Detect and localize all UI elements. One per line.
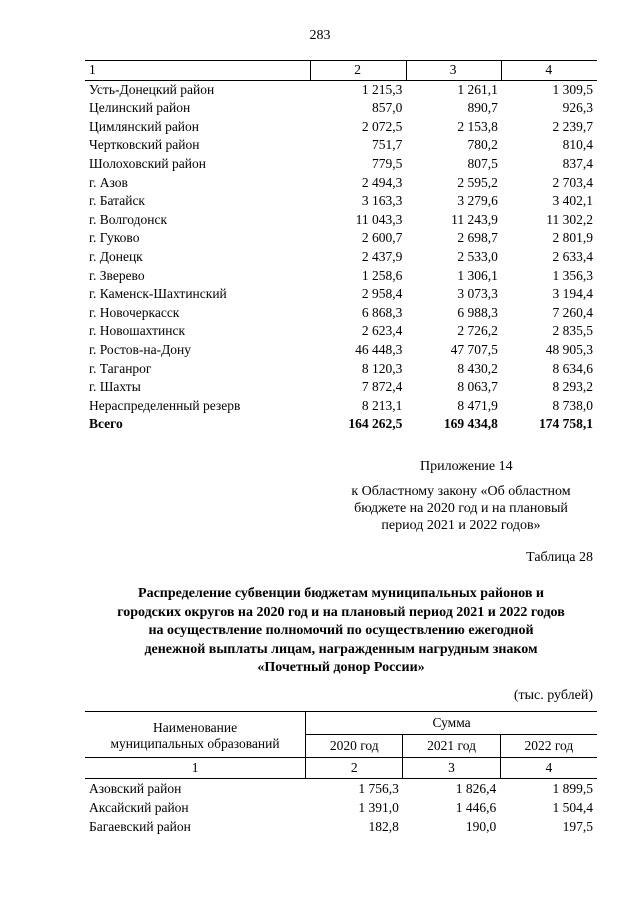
- amount-cell: 1 261,1: [457, 81, 498, 97]
- amount-cell: 1 446,6: [455, 800, 497, 815]
- law-reference-line: период 2021 и 2022 годов»: [381, 518, 541, 533]
- amount-cell: 2 958,4: [361, 286, 403, 302]
- table-row: [85, 341, 597, 360]
- amount-cell: 47 707,5: [450, 341, 498, 357]
- municipality-name: г. Ростов-на-Дону: [89, 341, 192, 357]
- amount-cell: 2 437,9: [361, 248, 403, 264]
- amount-cell: 190,0: [465, 819, 497, 834]
- municipality-name: г. Азов: [89, 174, 128, 190]
- title-line: городских округов на 2020 год и на плановый период 2021 и 2022 годов: [117, 604, 565, 620]
- amount-cell: 3 073,3: [457, 286, 498, 302]
- amount-cell: 164 262,5: [348, 416, 403, 432]
- amount-cell: 6 988,3: [457, 304, 498, 320]
- municipality-name: Багаевский район: [89, 819, 191, 834]
- column-number: 2: [306, 758, 403, 779]
- appendix-label: Приложение 14: [420, 459, 513, 474]
- amount-cell: 11 043,3: [355, 211, 403, 227]
- amount-cell: 2 633,4: [552, 248, 593, 264]
- amount-cell: 11 302,2: [546, 211, 593, 227]
- column-number: 1: [85, 61, 311, 81]
- table-row: [85, 80, 597, 99]
- year-header-2020: 2020 год: [306, 735, 403, 758]
- amount-cell: 3 402,1: [552, 193, 593, 209]
- amount-cell: 751,7: [371, 137, 403, 153]
- subvention-table: [85, 711, 597, 836]
- amount-cell: 1 756,3: [358, 781, 399, 796]
- municipality-name: г. Волгодонск: [89, 211, 168, 227]
- table-row: [85, 304, 597, 323]
- year-header-2021: 2021 год: [403, 735, 500, 758]
- amount-cell: 1 309,5: [552, 81, 593, 97]
- amount-cell: 2 835,5: [552, 323, 593, 339]
- amount-cell: 810,4: [562, 137, 593, 153]
- amount-cell: 169 434,8: [443, 416, 498, 432]
- amount-cell: 8 120,3: [361, 360, 403, 376]
- amount-cell: 174 758,1: [539, 416, 593, 432]
- table-row: [85, 322, 597, 341]
- table-row: [85, 267, 597, 286]
- amount-cell: 8 213,1: [361, 397, 403, 413]
- name-column-header: [85, 712, 306, 758]
- municipality-name: г. Каменск-Шахтинский: [89, 286, 227, 302]
- table-row: [85, 192, 597, 211]
- municipality-name: г. Донецк: [89, 248, 143, 264]
- amount-cell: 2 072,5: [361, 118, 403, 134]
- amount-cell: 2 703,4: [552, 174, 593, 190]
- municipality-name: Аксайский район: [89, 800, 189, 815]
- table-row: [85, 285, 597, 304]
- amount-cell: 2 533,0: [457, 248, 498, 264]
- column-number: 4: [500, 758, 597, 779]
- municipality-name: г. Таганрог: [89, 360, 152, 376]
- municipality-name: Всего: [89, 416, 123, 432]
- municipality-name: г. Шахты: [89, 379, 141, 395]
- amount-cell: 7 260,4: [552, 304, 593, 320]
- amount-cell: 1 215,3: [361, 81, 403, 97]
- municipality-name: Шолоховский район: [89, 155, 206, 171]
- table-row: [85, 798, 597, 817]
- municipality-name: Цимлянский район: [89, 118, 200, 134]
- amount-cell: 926,3: [562, 100, 593, 116]
- amount-cell: 1 356,3: [552, 267, 593, 283]
- municipality-name: г. Гуково: [89, 230, 140, 246]
- amount-cell: 1 899,5: [552, 781, 593, 796]
- table-row: [85, 136, 597, 155]
- table-row: [85, 248, 597, 267]
- law-reference-line: к Областному закону «Об областном: [351, 484, 571, 499]
- title-line: Распределение субвенции бюджетам муниципальных районов и: [138, 586, 544, 601]
- amount-cell: 780,2: [467, 137, 498, 153]
- amount-cell: 837,4: [562, 155, 593, 171]
- amount-cell: 2 239,7: [552, 118, 593, 134]
- amount-cell: 8 063,7: [457, 379, 498, 395]
- municipality-name: г. Зверево: [89, 267, 145, 283]
- table-row: [85, 174, 597, 193]
- amount-cell: 8 430,2: [457, 360, 498, 376]
- municipality-name: г. Батайск: [89, 193, 145, 209]
- amount-cell: 46 448,3: [355, 341, 403, 357]
- amount-cell: 2 726,2: [457, 323, 498, 339]
- table-row: [85, 360, 597, 379]
- table-column-number-row: [85, 61, 597, 81]
- amount-cell: 807,5: [467, 155, 498, 171]
- amount-cell: 890,7: [467, 100, 498, 116]
- continued-table: [85, 60, 597, 434]
- amount-cell: 3 163,3: [361, 193, 403, 209]
- amount-cell: 2 600,7: [361, 230, 403, 246]
- table-row: [85, 779, 597, 799]
- table-row: [85, 155, 597, 174]
- amount-cell: 11 243,9: [451, 211, 498, 227]
- table-title: [85, 585, 597, 678]
- amount-cell: 2 153,8: [457, 118, 498, 134]
- sum-column-header: Сумма: [306, 712, 597, 735]
- amount-cell: 2 801,9: [552, 230, 593, 246]
- table-row: [85, 378, 597, 397]
- municipality-name: г. Новочеркасск: [89, 304, 180, 320]
- amount-cell: 2 595,2: [457, 174, 498, 190]
- column-number: 2: [311, 61, 407, 81]
- column-number: 3: [406, 61, 502, 81]
- amount-cell: 1 306,1: [457, 267, 498, 283]
- table-row: [85, 229, 597, 248]
- amount-cell: 1 826,4: [455, 781, 497, 796]
- municipality-name: Усть-Донецкий район: [89, 81, 215, 97]
- column-number: 1: [85, 758, 306, 779]
- units-label: (тыс. рублей): [513, 688, 593, 703]
- amount-cell: 8 634,6: [552, 360, 593, 376]
- name-header-line: муниципальных образований: [110, 736, 280, 751]
- amount-cell: 2 698,7: [457, 230, 498, 246]
- table-row: [85, 397, 597, 416]
- amount-cell: 8 471,9: [457, 397, 498, 413]
- amount-cell: 197,5: [562, 819, 593, 834]
- table-number: Таблица 28: [526, 550, 593, 565]
- amount-cell: 182,8: [368, 819, 399, 834]
- amount-cell: 1 504,4: [552, 800, 593, 815]
- municipality-name: г. Новошахтинск: [89, 323, 185, 339]
- amount-cell: 1 258,6: [361, 267, 403, 283]
- municipality-name: Нераспределенный резерв: [89, 397, 241, 413]
- amount-cell: 779,5: [371, 155, 403, 171]
- table-total-row: [85, 415, 597, 434]
- amount-cell: 2 494,3: [361, 174, 403, 190]
- title-line: на осуществление полномочий по осуществлению ежегодной: [148, 623, 534, 638]
- table-row: [85, 118, 597, 137]
- amount-cell: 857,0: [371, 100, 403, 116]
- amount-cell: 48 905,3: [545, 341, 593, 357]
- law-reference-line: бюджете на 2020 год и на плановый: [354, 501, 568, 516]
- table-row: [85, 211, 597, 230]
- municipality-name: Чертковский район: [89, 137, 200, 153]
- year-header-2022: 2022 год: [500, 735, 597, 758]
- amount-cell: 2 623,4: [361, 323, 403, 339]
- amount-cell: 1 391,0: [358, 800, 399, 815]
- amount-cell: 6 868,3: [361, 304, 403, 320]
- table-row: [85, 99, 597, 118]
- page-number: 283: [309, 28, 331, 43]
- name-header-line: Наименование: [153, 720, 238, 735]
- title-line: «Почетный донор России»: [257, 660, 425, 675]
- table-row: [85, 817, 597, 836]
- amount-cell: 3 194,4: [552, 286, 593, 302]
- amount-cell: 8 738,0: [552, 397, 593, 413]
- municipality-name: Целинский район: [89, 100, 191, 116]
- title-line: денежной выплаты лицам, награжденным нагрудным знаком: [144, 641, 538, 657]
- amount-cell: 8 293,2: [552, 379, 593, 395]
- amount-cell: 3 279,6: [457, 193, 498, 209]
- amount-cell: 7 872,4: [361, 379, 403, 395]
- municipality-name: Азовский район: [89, 781, 182, 796]
- law-reference: [330, 483, 592, 534]
- column-number: 3: [403, 758, 500, 779]
- column-number: 4: [502, 61, 597, 81]
